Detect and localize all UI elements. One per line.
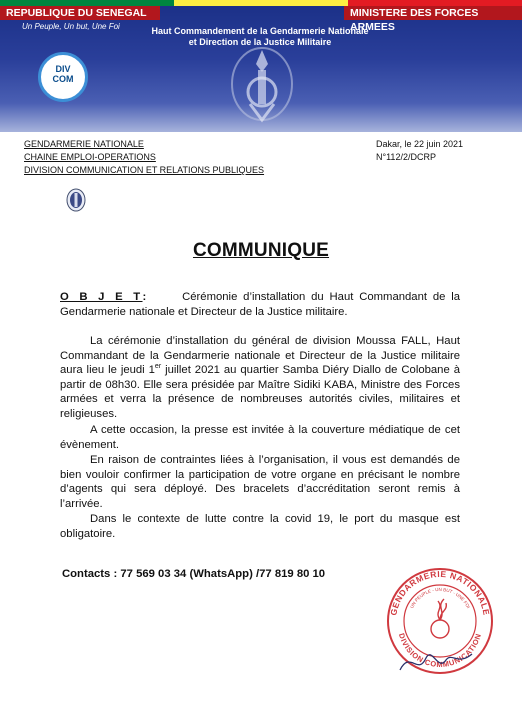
header-title-line1: Haut Commandement de la Gendarmerie Nationale bbox=[151, 26, 369, 36]
ministry-tab: MINISTERE DES FORCES ARMEES bbox=[344, 6, 522, 20]
stamp-top-text: GENDARMERIE NATIONALE bbox=[388, 568, 492, 617]
divcom-logo-text: DIV COM bbox=[52, 64, 74, 84]
signature bbox=[396, 640, 476, 680]
subject-paragraph: O B J E T: Cérémonie d’installation du Haut Commandant de la Gendarmerie nationale et Directeur de la Justice militaire. bbox=[60, 291, 460, 318]
gendarmerie-emblem-icon bbox=[228, 44, 296, 124]
grenade-icon bbox=[431, 599, 449, 638]
sender-block bbox=[24, 138, 264, 177]
subject-label: O B J E T bbox=[60, 291, 143, 303]
contacts-line: Contacts : 77 569 03 34 (WhatsApp) /77 819 80 10 bbox=[62, 568, 326, 580]
divcom-logo bbox=[38, 52, 88, 102]
republic-tab: REPUBLIQUE DU SENEGAL bbox=[0, 6, 160, 20]
gendarmerie-small-emblem-icon bbox=[66, 188, 86, 212]
paragraph-1-a: La cérémonie d’installation du général de division Moussa FALL, Haut Commandant de la Gendarmerie nationale et Directeur de la Justice militaire aura lieu le jeudi 1 bbox=[60, 335, 460, 377]
paragraph-2 bbox=[60, 423, 460, 452]
paragraph-1 bbox=[60, 334, 460, 422]
subject-text: Cérémonie d’installation du Haut Commandant de la Gendarmerie nationale et Directeur de la Justice militaire. bbox=[60, 291, 460, 318]
paragraph-3 bbox=[60, 453, 460, 511]
header-title-line2: et Direction de la Justice Militaire bbox=[188, 37, 332, 47]
sender-line-1: GENDARMERIE NATIONALE bbox=[24, 139, 144, 149]
header-banner bbox=[0, 0, 522, 132]
stamp-bottom-text: DIVISION COMMUNICATION bbox=[396, 632, 484, 670]
paragraph-3-text: En raison de contraintes liées à l’organisation, il vous est demandés de bien vouloir confirmer la participation de votre organe en précisant le nombre d’agents qui sera déployé. Des bracelets d’accréditation seront remis à l’arrivée. bbox=[60, 454, 460, 510]
sender-line-2: CHAINE EMPLOI-OPERATIONS bbox=[24, 152, 156, 162]
place-date-block bbox=[376, 138, 463, 164]
sender-line-3: DIVISION COMMUNICATION ET RELATIONS PUBLIQUES bbox=[24, 165, 265, 175]
paragraph-2-text: A cette occasion, la presse est invitée à la couverture médiatique de cet évènement. bbox=[60, 424, 460, 451]
paragraph-1-b: juillet 2021 au quartier Samba Diéry Diallo de Colobane à partir de 08h30. Elle sera présidée par Maître Sidiki KABA, Ministre des Forces armées et verra la présence de nombreuses autorités civiles, militaires et religieuses. bbox=[60, 364, 460, 420]
paragraph-1-sup: er bbox=[154, 363, 162, 371]
stamp-motto-text: UN PEUPLE - UN BUT - UNE FOI bbox=[409, 586, 471, 610]
document-heading: COMMUNIQUE bbox=[192, 240, 330, 261]
reference-number: N°112/2/DCRP bbox=[376, 152, 436, 162]
place-date: Dakar, le 22 juin 2021 bbox=[376, 139, 464, 149]
paragraph-4-text: Dans le contexte de lutte contre la covid 19, le port du masque est obligatoire. bbox=[60, 513, 460, 540]
paragraph-4 bbox=[60, 512, 460, 541]
national-motto: Un Peuple, Un but, Une Foi bbox=[22, 22, 120, 31]
